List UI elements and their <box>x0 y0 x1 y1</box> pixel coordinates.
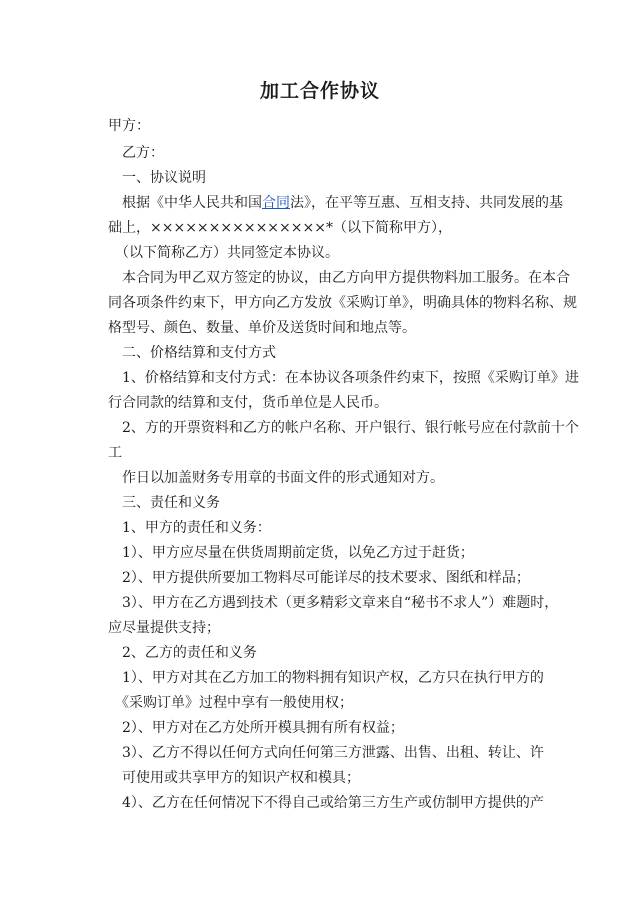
paragraph-line: （以下简称乙方）共同签定本协议。 <box>115 245 339 261</box>
party-b-line: 乙方： <box>122 145 164 161</box>
list-item-continuation: 应尽量提供支持； <box>108 620 220 636</box>
paragraph-line: 工 <box>108 445 122 461</box>
list-item: 2）、甲方对在乙方处所开模具拥有所有权益； <box>122 720 404 736</box>
contract-link[interactable]: 合同 <box>262 195 290 211</box>
subsection-heading: 2、乙方的责任和义务 <box>122 645 257 661</box>
list-item: 4）、乙方在任何情况下不得自己或给第三方生产或仿制甲方提供的产 <box>122 795 544 811</box>
list-item: 1）、甲方对其在乙方加工的物料拥有知识产权，乙方只在执行甲方的 <box>122 670 544 686</box>
paragraph-line: 础上，×××××××××××××××*（以下简称甲方）， <box>108 220 452 236</box>
section-1-heading: 一、协议说明 <box>122 170 206 186</box>
section-3-heading: 三、责任和义务 <box>122 495 220 511</box>
party-a-line: 甲方： <box>108 118 150 134</box>
paragraph-line: 行合同款的结算和支付，货币单位是人民币。 <box>108 395 388 411</box>
paragraph-line <box>122 194 563 212</box>
paragraph-line: 作日以加盖财务专用章的书面文件的形式通知对方。 <box>122 470 444 486</box>
list-item: 3）、乙方不得以任何方式向任何第三方泄露、出售、出租、转让、许 <box>122 745 544 761</box>
document-title: 加工合作协议 <box>259 80 380 102</box>
section-2-heading: 二、价格结算和支付方式 <box>122 345 276 361</box>
paragraph-line: 1、价格结算和支付方式：在本协议各项条件约束下，按照《采购订单》进 <box>122 370 579 386</box>
subsection-heading: 1、甲方的责任和义务： <box>122 520 271 536</box>
list-item: 3）、甲方在乙方遇到技术（更多精彩文章来自“秘书不求人”）难题时， <box>122 595 559 611</box>
paragraph-line: 2、方的开票资料和乙方的帐户名称、开户银行、银行帐号应在付款前十个 <box>122 420 579 436</box>
paragraph-line: 格型号、颜色、数量、单价及送货时间和地点等。 <box>108 320 416 336</box>
list-item-continuation: 《采购订单》过程中享有一般使用权； <box>115 695 353 711</box>
list-item: 1）、甲方应尽量在供货周期前定货，以免乙方过于赶货； <box>122 545 474 561</box>
text-run: 根据《中华人民共和国 <box>122 195 262 211</box>
text-run: 法》，在平等互惠、互相支持、共同发展的基 <box>290 195 563 211</box>
paragraph-line: 本合同为甲乙双方签定的协议，由乙方向甲方提供物料加工服务。在本合 <box>122 270 570 286</box>
list-item: 2）、甲方提供所要加工物料尽可能详尽的技术要求、图纸和样品； <box>122 570 530 586</box>
paragraph-line: 同各项条件约束下，甲方向乙方发放《采购订单》，明确具体的物料名称、规 <box>108 295 577 311</box>
list-item-continuation: 可使用或共享甲方的知识产权和模具； <box>122 770 360 786</box>
